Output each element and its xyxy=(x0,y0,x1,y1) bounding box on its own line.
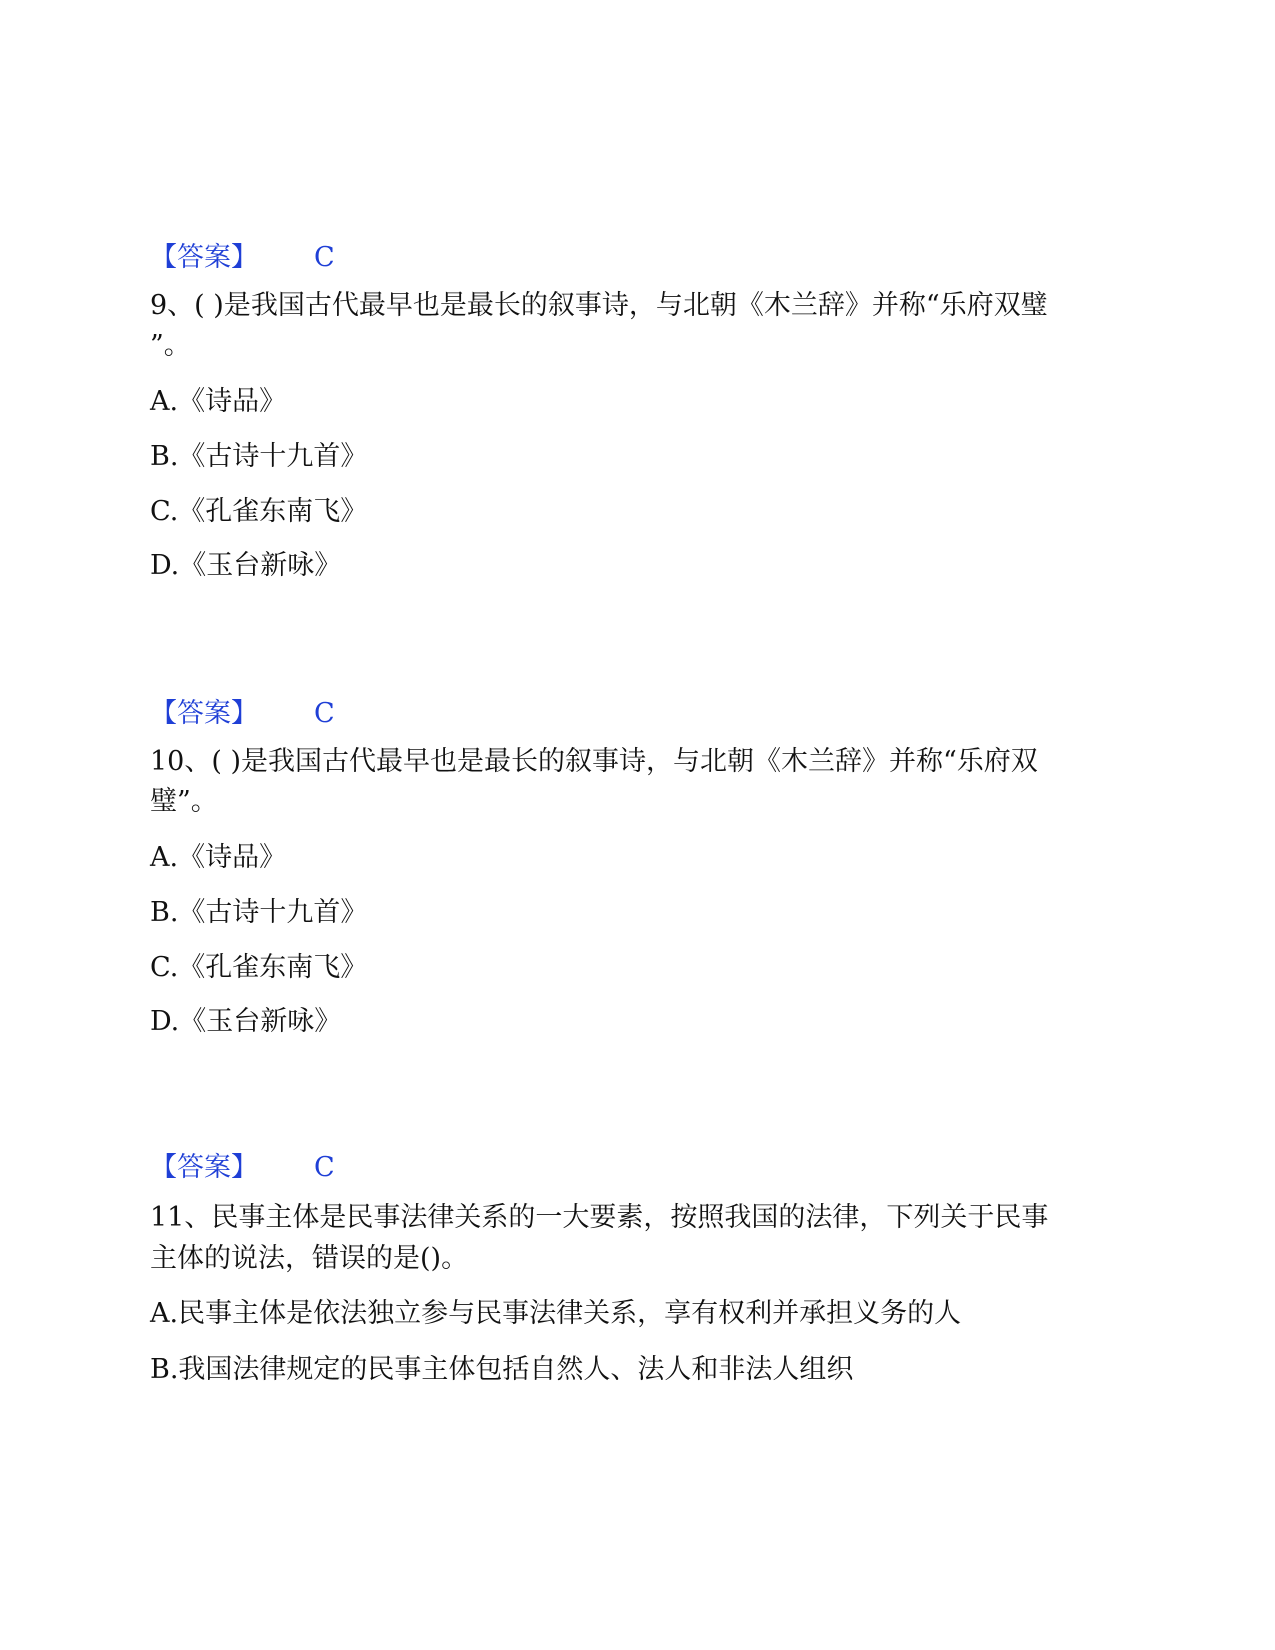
question-10-line-1: 10、( )是我国古代最早也是最长的叙事诗，与北朝《木兰辞》并称“乐府双 xyxy=(150,746,1038,777)
answer-line-q8 xyxy=(150,240,335,276)
question-9-line-2: ”。 xyxy=(150,330,191,361)
question-10-option-c: C.《孔雀东南飞》 xyxy=(150,952,368,983)
question-9-option-c: C.《孔雀东南飞》 xyxy=(150,496,368,527)
question-9-line-1: 9、( )是我国古代最早也是最长的叙事诗，与北朝《木兰辞》并称“乐府双璧 xyxy=(150,290,1048,321)
answer-label: 【答案】 xyxy=(150,698,258,729)
answer-line-q10 xyxy=(150,1150,335,1186)
answer-value: C xyxy=(314,698,335,729)
answer-label: 【答案】 xyxy=(150,242,258,273)
question-9-option-d: D.《玉台新咏》 xyxy=(150,550,342,581)
answer-label: 【答案】 xyxy=(150,1152,258,1183)
question-9-option-a: A.《诗品》 xyxy=(150,386,287,417)
question-11-option-b: B.我国法律规定的民事主体包括自然人、法人和非法人组织 xyxy=(150,1354,854,1385)
question-10-option-b: B.《古诗十九首》 xyxy=(150,897,368,928)
question-11-option-a: A.民事主体是依法独立参与民事法律关系，享有权利并承担义务的人 xyxy=(150,1298,962,1329)
question-11-line-2: 主体的说法，错误的是()。 xyxy=(150,1243,469,1274)
answer-value: C xyxy=(314,1152,335,1183)
question-10-option-a: A.《诗品》 xyxy=(150,842,287,873)
question-11-line-1: 11、民事主体是民事法律关系的一大要素，按照我国的法律，下列关于民事 xyxy=(150,1202,1049,1233)
question-10-line-2: 璧”。 xyxy=(150,786,218,817)
question-10-option-d: D.《玉台新咏》 xyxy=(150,1006,342,1037)
answer-value: C xyxy=(314,242,335,273)
question-9-option-b: B.《古诗十九首》 xyxy=(150,441,368,472)
answer-line-q9 xyxy=(150,696,335,732)
